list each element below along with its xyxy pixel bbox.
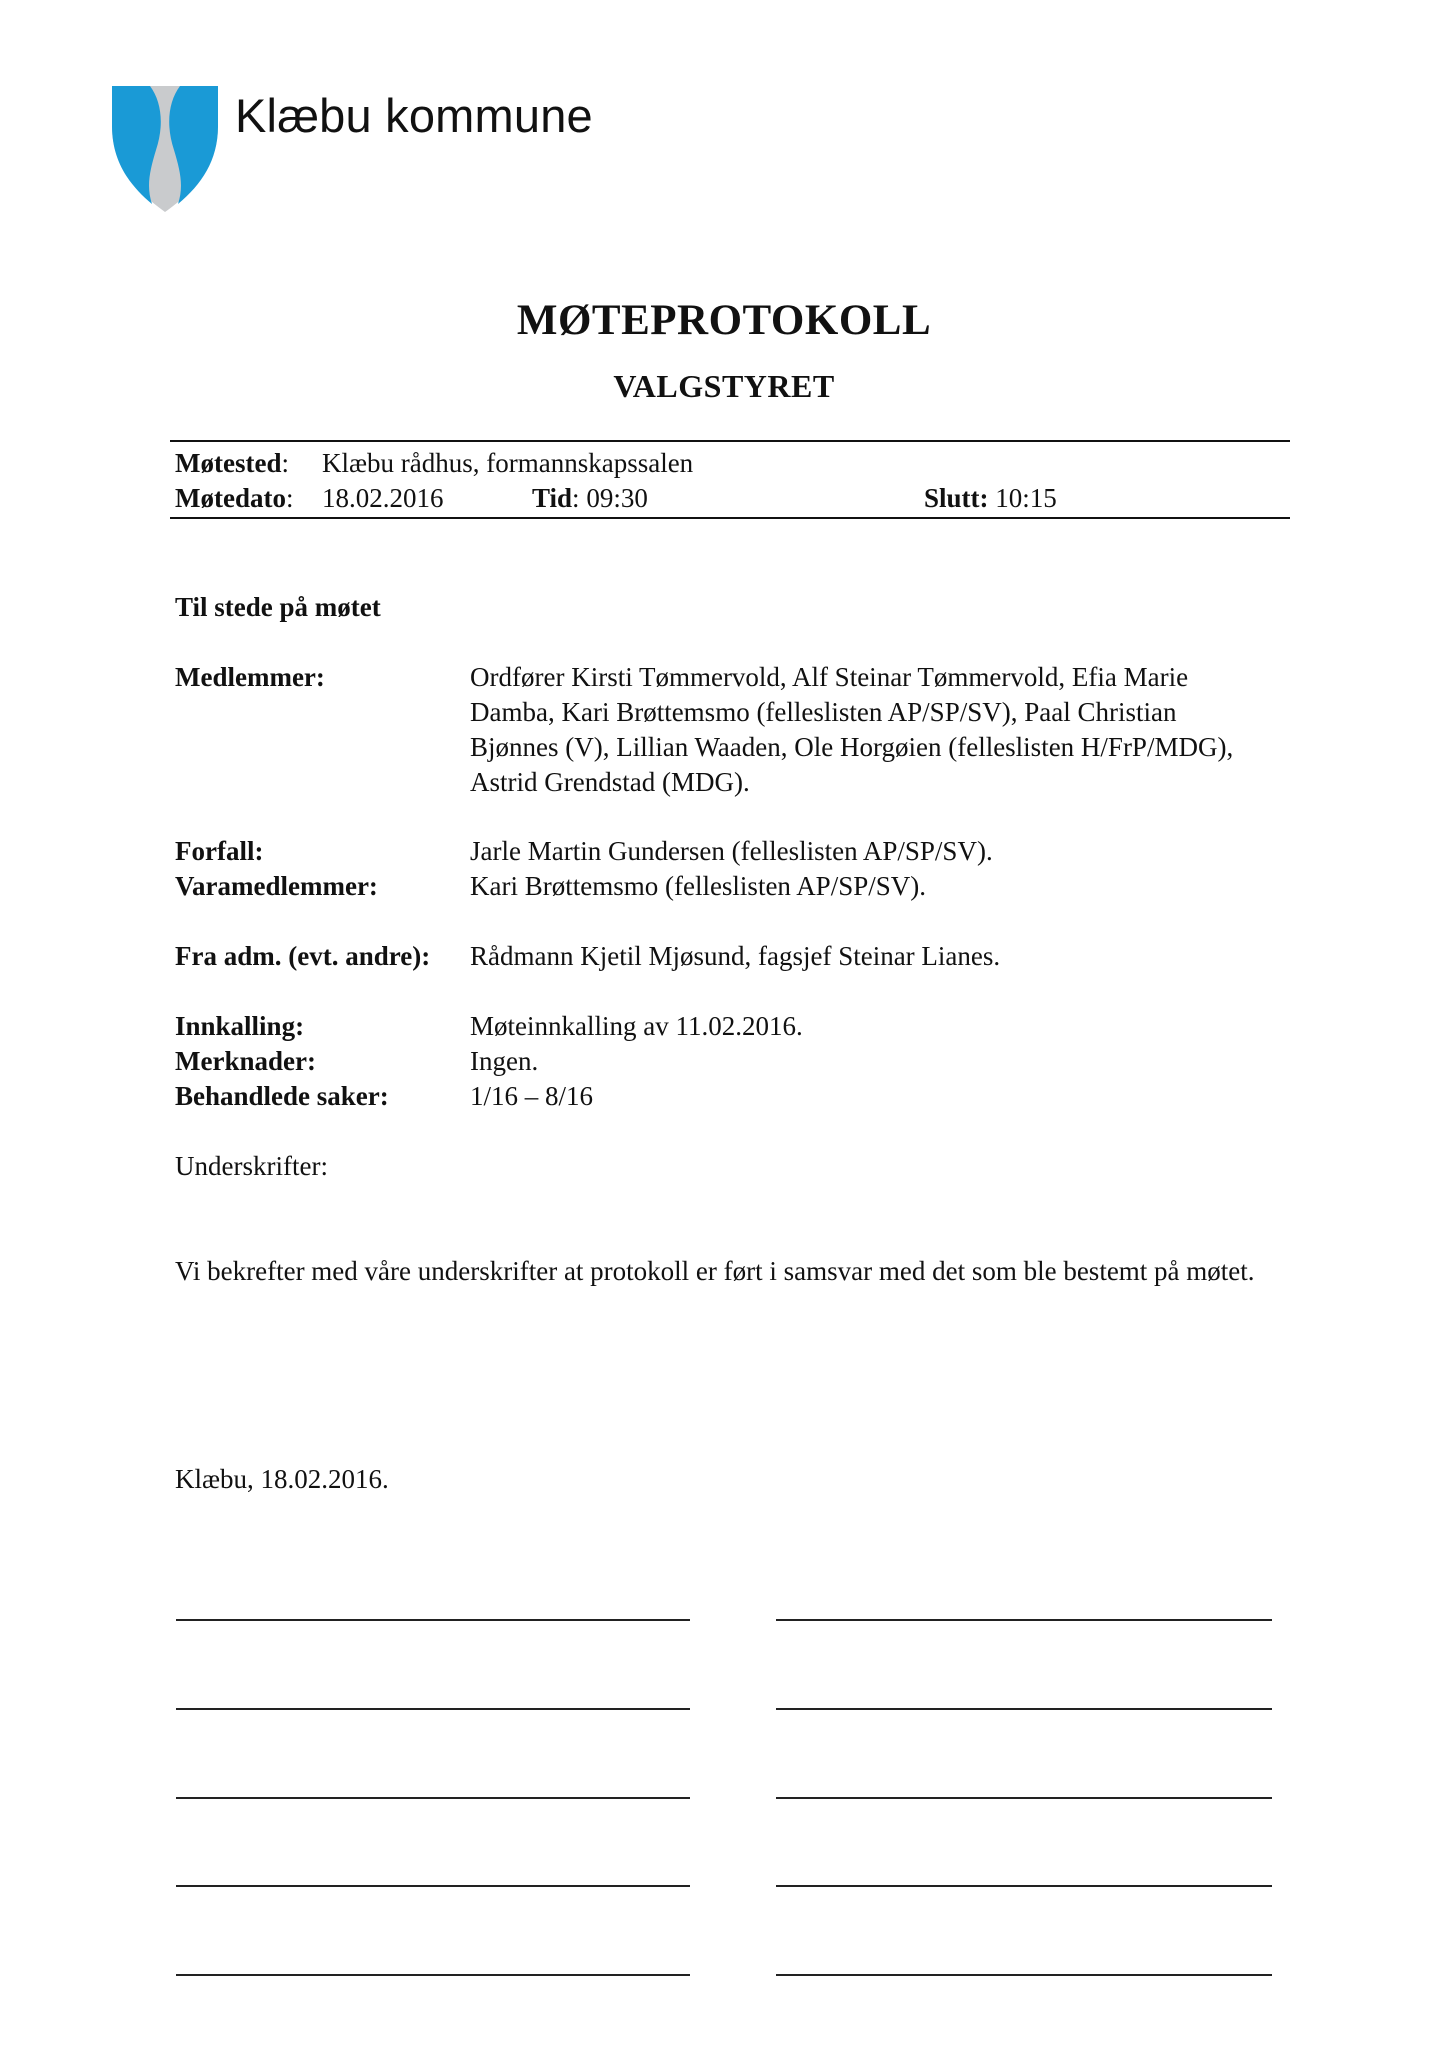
admin-value: Rådmann Kjetil Mjøsund, fagsjef Steinar Lianes. bbox=[470, 941, 1001, 971]
signature-line bbox=[776, 1619, 1272, 1621]
document-title: MØTEPROTOKOLL bbox=[516, 297, 932, 344]
substitutes-value: Kari Brøttemsmo (felleslisten AP/SP/SV). bbox=[470, 871, 926, 901]
signatures-statement: Vi bekrefter med våre underskrifter at protokoll er ført i samsvar med det som ble bestemt på møtet. bbox=[175, 1256, 1255, 1286]
top-rule bbox=[170, 440, 1290, 442]
remarks-label: Merknader: bbox=[175, 1046, 316, 1076]
place-and-date: Klæbu, 18.02.2016. bbox=[175, 1464, 389, 1494]
meeting-end-value: 10:15 bbox=[995, 483, 1057, 513]
municipality-name: Klæbu kommune bbox=[235, 89, 593, 142]
coat-of-arms-icon bbox=[112, 86, 218, 212]
signature-line bbox=[776, 1797, 1272, 1799]
cases-value: 1/16 – 8/16 bbox=[470, 1081, 594, 1111]
bottom-rule bbox=[170, 517, 1290, 519]
signature-line bbox=[776, 1708, 1272, 1710]
notice-value: Møteinnkalling av 11.02.2016. bbox=[470, 1011, 803, 1041]
meeting-end-row bbox=[924, 481, 1057, 516]
absent-label: Forfall: bbox=[175, 836, 264, 866]
meeting-time-row: Tid: 09:30 bbox=[532, 483, 648, 513]
meeting-place-row: Møtested: bbox=[175, 448, 289, 478]
admin-label: Fra adm. (evt. andre): bbox=[175, 941, 431, 971]
cases-label: Behandlede saker: bbox=[175, 1081, 389, 1111]
signature-line bbox=[776, 1974, 1272, 1976]
members-label: Medlemmer: bbox=[175, 662, 325, 692]
remarks-value: Ingen. bbox=[470, 1046, 539, 1076]
meeting-time-label: Tid bbox=[532, 483, 573, 513]
meeting-date-value: 18.02.2016 bbox=[322, 483, 444, 513]
signature-line bbox=[176, 1974, 690, 1976]
meeting-date-row: Møtedato: bbox=[175, 483, 294, 513]
meeting-place-label: Møtested bbox=[175, 448, 282, 478]
signature-line bbox=[176, 1708, 690, 1710]
substitutes-label: Varamedlemmer: bbox=[175, 871, 378, 901]
notice-label: Innkalling: bbox=[175, 1011, 305, 1041]
signature-line bbox=[176, 1619, 690, 1621]
signature-line bbox=[176, 1885, 690, 1887]
absent-value: Jarle Martin Gundersen (felleslisten AP/SP/SV). bbox=[470, 836, 993, 866]
meeting-end-label: Slutt: bbox=[924, 483, 989, 513]
signatures-heading: Underskrifter: bbox=[175, 1151, 328, 1181]
attendance-heading: Til stede på møtet bbox=[175, 592, 381, 622]
meeting-date-label: Møtedato bbox=[175, 483, 286, 513]
signature-line bbox=[176, 1797, 690, 1799]
signature-line bbox=[776, 1885, 1272, 1887]
members-value: Ordfører Kirsti Tømmervold, Alf Steinar Tømmervold, Efia Marie Damba, Kari Brøttemsmo (felleslisten AP/SP/SV), Paal Christian Bjønnes (V), Lillian Waaden, Ole Horgøien (felleslisten H/FrP/MDG), Astrid Grendstad (MDG). bbox=[470, 662, 1234, 797]
meeting-place-value: Klæbu rådhus, formannskapssalen bbox=[322, 448, 694, 478]
meeting-time-value: 09:30 bbox=[586, 483, 648, 513]
document-subtitle: VALGSTYRET bbox=[613, 368, 835, 404]
